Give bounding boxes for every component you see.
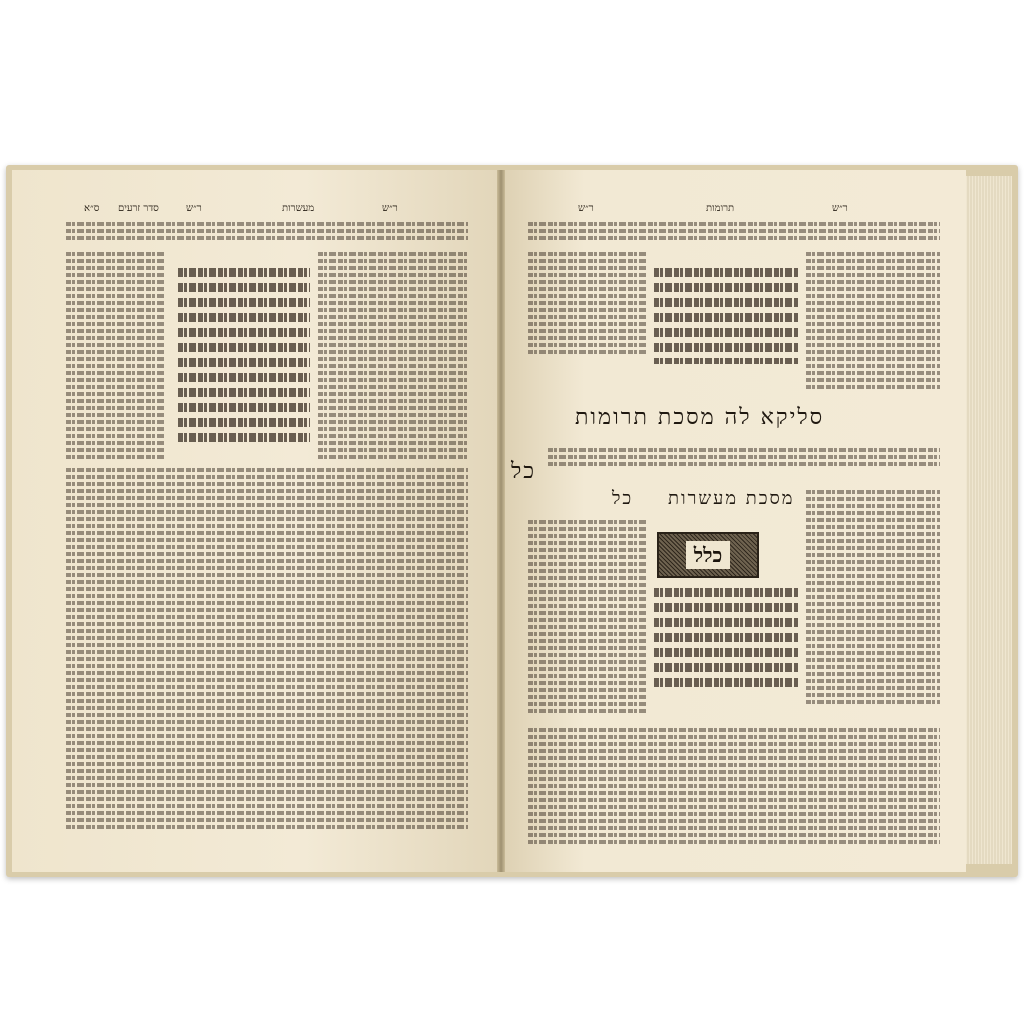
- right-lower-inner-commentary: [528, 520, 646, 720]
- right-lower-outer-commentary: [806, 490, 940, 720]
- left-outer-commentary: [66, 252, 166, 462]
- left-top-commentary: [66, 222, 468, 248]
- left-header-title: מעשרות: [282, 203, 315, 214]
- right-inner-commentary: [528, 252, 646, 362]
- right-mishnah-text: [654, 268, 798, 364]
- page-edges: [966, 176, 1012, 864]
- right-top-commentary: [528, 222, 940, 248]
- left-lower-commentary: [66, 468, 468, 838]
- right-lower-mishnah-text: [654, 588, 798, 688]
- woodcut-initial-panel: [657, 532, 759, 578]
- opening-word-corner: כל: [511, 459, 537, 484]
- woodcut-word: כלל: [686, 541, 731, 569]
- right-outer-commentary: [806, 252, 940, 402]
- opening-word-left: כל: [612, 488, 634, 509]
- right-mid-commentary: [548, 448, 940, 474]
- colophon-title: סליקא לה מסכת תרומות: [575, 405, 825, 430]
- left-header-section: סדר זרעים: [118, 203, 159, 214]
- right-bottom-commentary: [528, 728, 940, 852]
- left-inner-commentary: [318, 252, 468, 462]
- left-header-rs-2: ר״ש: [382, 203, 398, 214]
- left-mishnah-text: [178, 268, 310, 458]
- right-header-title: תרומות: [706, 203, 735, 214]
- tractate-heading: מסכת מעשרות: [668, 488, 795, 509]
- right-header-rs-2: ר״ש: [832, 203, 848, 214]
- right-header-rs-1: ר״ש: [578, 203, 594, 214]
- left-header-rs-1: ר״ש: [186, 203, 202, 214]
- book-gutter: [497, 170, 505, 872]
- left-header-folio: ס״א: [84, 203, 100, 214]
